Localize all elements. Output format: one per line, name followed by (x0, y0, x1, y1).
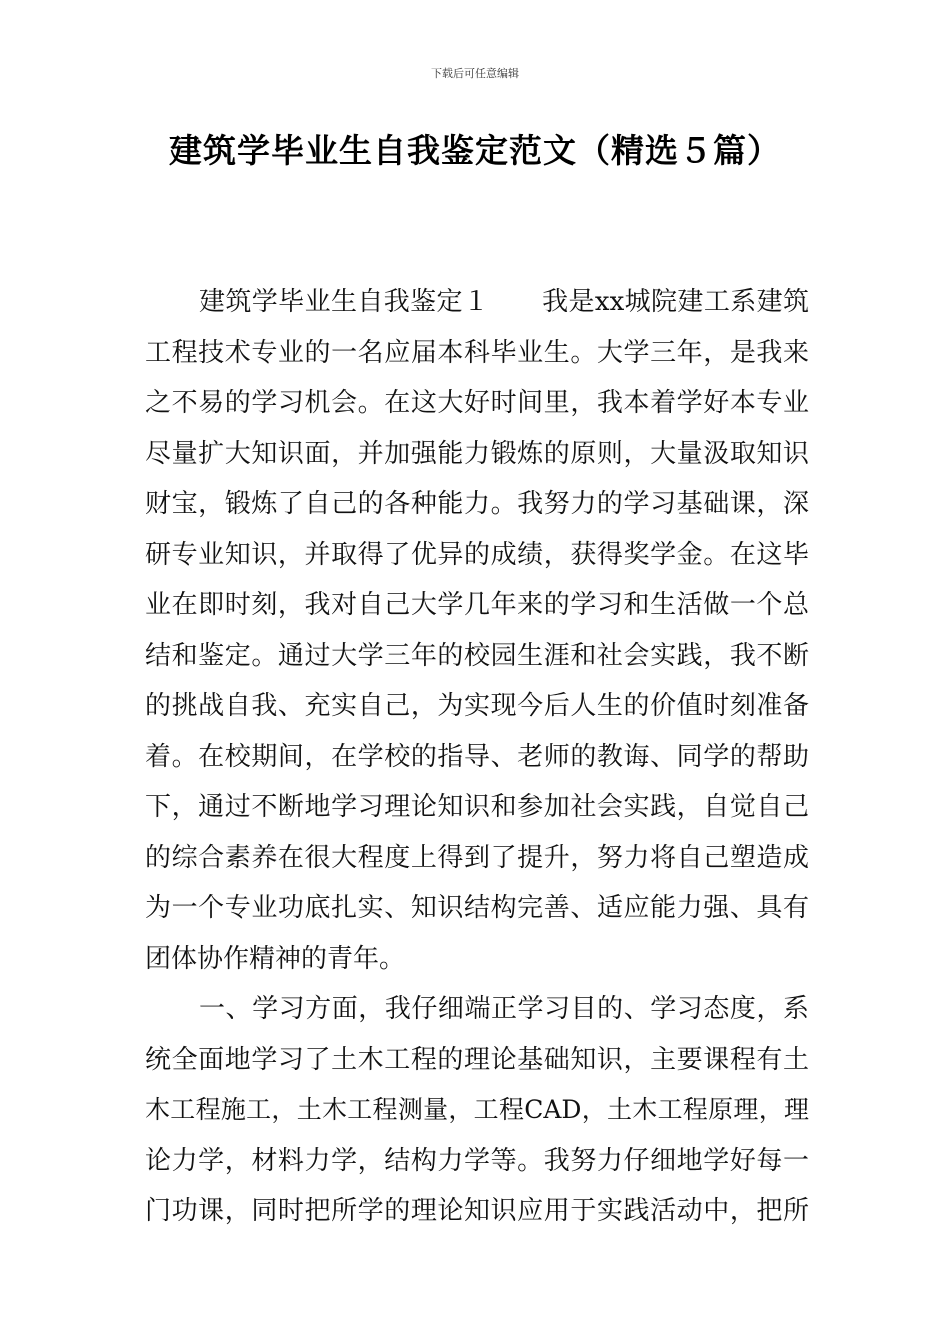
document-title: 建筑学毕业生自我鉴定范文（精选５篇） (169, 131, 781, 170)
text-line: 之不易的学习机会。在这大好时间里，我本着学好本专业 (145, 388, 809, 418)
text-line: 下，通过不断地学习理论知识和参加社会实践，自觉自己 (145, 792, 809, 822)
paragraph-2 (145, 984, 809, 1237)
text-line: 建筑学毕业生自我鉴定１ 我是xx城院建工系建筑 (199, 287, 809, 317)
text-line: 着。在校期间，在学校的指导、老师的教诲、同学的帮助 (145, 741, 809, 772)
document-body (145, 277, 809, 1237)
text-line: 一、学习方面，我仔细端正学习目的、学习态度，系 (199, 994, 809, 1024)
text-line: 木工程施工，土木工程测量，工程CAD，土木工程原理，理 (145, 1095, 809, 1124)
header-note: 下载后可任意编辑 (431, 67, 519, 80)
text-line: 统全面地学习了土木工程的理论基础知识，主要课程有土 (145, 1044, 809, 1075)
text-line: 研专业知识，并取得了优异的成绩，获得奖学金。在这毕 (145, 539, 809, 570)
text-line: 门功课，同时把所学的理论知识应用于实践活动中，把所 (145, 1196, 809, 1226)
paragraph-1 (145, 277, 809, 984)
text-line: 为一个专业功底扎实、知识结构完善、适应能力强、具有 (145, 893, 809, 923)
text-line: 团体协作精神的青年。 (145, 943, 406, 974)
text-line: 的综合素养在很大程度上得到了提升，努力将自己塑造成 (145, 842, 809, 873)
text-line: 工程技术专业的一名应届本科毕业生。大学三年，是我来 (145, 337, 809, 368)
text-line: 结和鉴定。通过大学三年的校园生涯和社会实践，我不断 (145, 640, 809, 671)
text-line: 财宝，锻炼了自己的各种能力。我努力的学习基础课，深 (145, 489, 809, 519)
text-line: 的挑战自我、充实自己，为实现今后人生的价值时刻准备 (145, 691, 809, 721)
text-line: 论力学，材料力学，结构力学等。我努力仔细地学好每一 (145, 1145, 809, 1176)
text-line: 尽量扩大知识面，并加强能力锻炼的原则，大量汲取知识 (145, 438, 809, 469)
text-line: 业在即时刻，我对自己大学几年来的学习和生活做一个总 (145, 590, 809, 620)
